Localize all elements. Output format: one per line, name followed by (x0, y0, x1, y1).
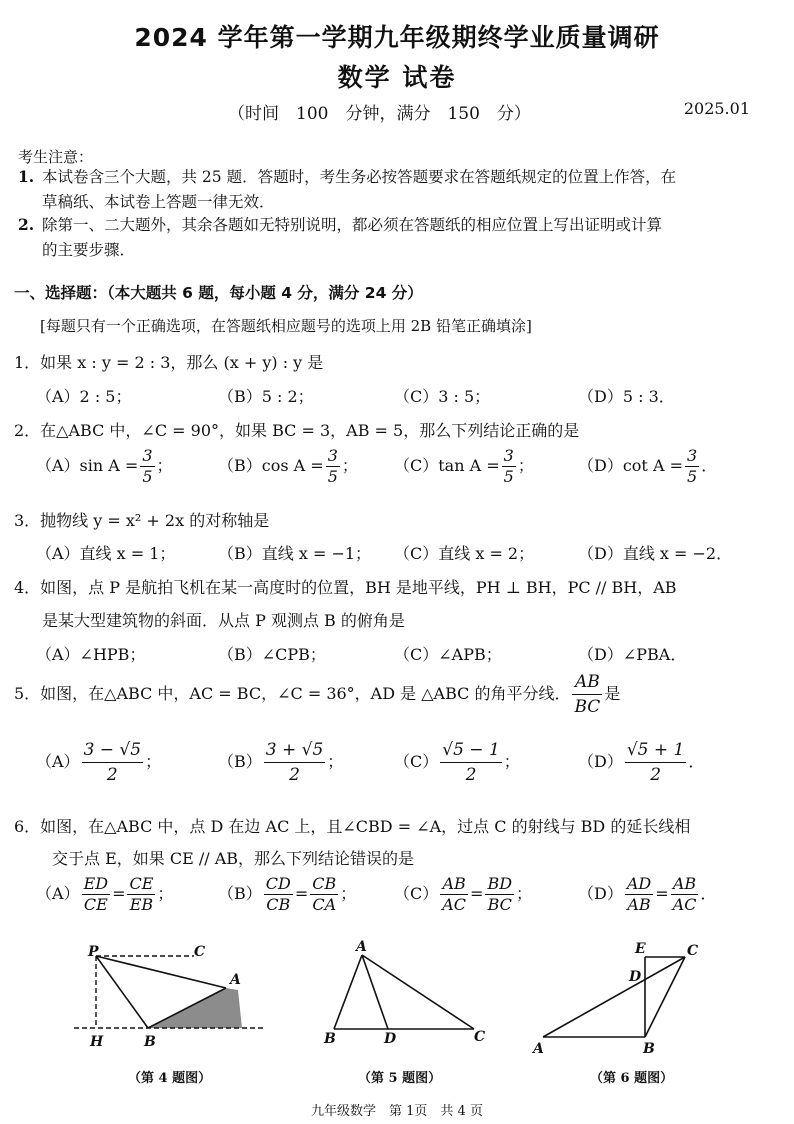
fraction-num: BD (487, 874, 513, 893)
fraction-den: 5 (503, 467, 514, 486)
q6-option-a: （A） $\frac{ED}{CE}$ = $\frac{CE}{EB}$ ； (36, 874, 174, 914)
fraction (82, 738, 144, 787)
q5-option-a (36, 738, 161, 787)
option-suffix: ． (700, 884, 717, 903)
q6-option-d: （D） $\frac{AD}{AB}$ = $\frac{AB}{AC}$ ． (578, 874, 717, 914)
section-note: [每题只有一个正确选项，在答题纸相应题号的选项上用 2B 铅笔正确填涂] (40, 317, 532, 335)
notice-num: 2. (18, 215, 35, 234)
option-prefix: （D） (578, 752, 623, 771)
label-H: H (90, 1034, 104, 1050)
figure-5 (310, 935, 510, 1055)
fraction-den: 2 (650, 765, 662, 785)
fraction (625, 874, 653, 915)
question-1-stem: 1．如果 x : y = 2 : 3，那么 (x + y) : y 是 (14, 353, 324, 372)
fraction-num: 3 + √5 (264, 738, 326, 763)
question-5-text: 5．如图，在△ABC 中，AC = BC，∠C = 36°，AD 是 △ABC 的角平分线． (14, 684, 571, 703)
exam-subtitle: 数学 试卷 (337, 63, 457, 92)
label-A: A (533, 1041, 544, 1055)
fraction (440, 738, 502, 787)
label-D: D (384, 1031, 397, 1047)
line-AD (362, 955, 388, 1029)
fraction (572, 670, 602, 719)
q1-option-d: （D）5 : 3． (578, 387, 675, 406)
line-AB (334, 955, 362, 1029)
page-footer: 九年级数学 第 1页 共 4 页 (311, 1104, 483, 1119)
fraction-den: 5 (327, 467, 338, 486)
q2-option-d (578, 446, 717, 487)
q2-option-c (394, 446, 534, 487)
notice-item-2-cont: 的主要步骤． (42, 241, 136, 259)
figure-4 (60, 940, 280, 1060)
label-D: D (629, 969, 642, 985)
fraction-num: ED (83, 874, 109, 893)
fraction (671, 874, 699, 915)
q3-option-d: （D）直线 x = −2． (578, 544, 733, 563)
q6-option-b: （B） $\frac{CD}{CB}$ = $\frac{CB}{CA}$ ； (218, 874, 357, 914)
fraction-den: CE (83, 895, 108, 914)
option-suffix: ； (145, 752, 162, 771)
label-P: P (88, 944, 99, 960)
fraction-den: EB (129, 895, 154, 914)
fraction-num: 3 (142, 446, 153, 465)
fraction-den: AC (442, 895, 467, 914)
section-title: 一、选择题：（本大题共 6 题，每小题 4 分，满分 24 分） (14, 284, 423, 302)
q4-option-c: （C）∠APB； (394, 645, 502, 664)
question-6-stem-line1: 6．如图，在△ABC 中，点 D 在边 AC 上，且∠CBD = ∠A，过点 C 的射线与 BD 的延长线相 (14, 817, 691, 836)
fraction-den: BC (487, 895, 512, 914)
q4-option-d: （D）∠PBA． (578, 645, 687, 664)
q5-option-c (394, 738, 520, 787)
figure-6 (525, 935, 725, 1055)
fraction (625, 738, 687, 787)
fraction-den: AB (627, 895, 651, 914)
fraction (326, 446, 340, 487)
fraction (310, 874, 338, 915)
fraction-num: √5 − 1 (440, 738, 502, 763)
option-prefix: （A） (36, 884, 80, 903)
fraction-num: CD (265, 874, 291, 893)
fraction-num: CB (312, 874, 337, 893)
q1-option-c: （C）3 : 5； (394, 387, 491, 406)
label-E: E (635, 941, 646, 957)
notice-item-1-cont: 草稿纸、本试卷上答题一律无效． (42, 193, 275, 211)
fraction-num: AB (671, 874, 699, 895)
figure-4-caption: （第 4 题图） (128, 1071, 212, 1086)
notice-item-1 (18, 166, 788, 188)
fraction-den: CB (266, 895, 291, 914)
notice-num: 1. (18, 167, 35, 186)
figure-5-caption: （第 5 题图） (358, 1071, 442, 1086)
notice-text: 除第一、二大题外，其余各题如无特别说明，都必须在答题纸的相应位置上写出证明或计算 (42, 216, 663, 234)
option-suffix: ； (503, 752, 520, 771)
fraction (127, 874, 155, 915)
fraction-den: 2 (465, 765, 477, 785)
option-prefix: （A）sin A = (36, 456, 139, 475)
notice-item-2 (18, 214, 788, 236)
q6-option-c: （C） $\frac{AB}{AC}$ = $\frac{BD}{BC}$ ； (394, 874, 533, 914)
fraction-den: BC (574, 697, 601, 717)
option-suffix: ； (156, 456, 173, 475)
q5-option-b (218, 738, 343, 787)
q3-option-a: （A）直线 x = 1； (36, 544, 176, 563)
question-5-stem (14, 670, 620, 719)
q1-option-b: （B）5 : 2； (218, 387, 314, 406)
fraction-den: 5 (687, 467, 698, 486)
question-6-stem-line2: 交于点 E，如果 CE // AB，那么下列结论错误的是 (52, 849, 415, 868)
fraction-num: AB (572, 670, 602, 695)
label-C: C (194, 944, 206, 960)
fraction-den: 5 (142, 467, 153, 486)
line-AC (362, 955, 474, 1029)
notice-text: 本试卷含三个大题，共 25 题．答题时，考生务必按答题要求在答题纸规定的位置上作答，在 (42, 168, 677, 186)
question-4-stem-line1: 4．如图，点 P 是航拍飞机在某一高度时的位置，BH 是地平线，PH ⊥ BH，PC // BH，AB (14, 578, 677, 597)
question-4-stem-line2: 是某大型建筑物的斜面．从点 P 观测点 B 的俯角是 (42, 611, 405, 630)
fraction-num: 3 − √5 (82, 738, 144, 763)
q3-option-c: （C）直线 x = 2； (394, 544, 535, 563)
fraction (82, 874, 111, 915)
q1-option-a: （A）2 : 5； (36, 387, 132, 406)
option-suffix: ． (688, 752, 705, 771)
label-B: B (643, 1041, 655, 1055)
option-suffix: ； (157, 884, 174, 903)
label-B: B (324, 1031, 336, 1047)
fraction (440, 874, 468, 915)
figure-6-caption: （第 6 题图） (590, 1071, 674, 1086)
label-C: C (687, 943, 699, 959)
fraction (485, 874, 514, 915)
option-suffix: ； (341, 456, 358, 475)
fraction-num: CE (129, 874, 154, 893)
fraction-den: CA (312, 895, 337, 914)
fraction-den: 2 (289, 765, 300, 785)
q3-option-b: （B）直线 x = −1； (218, 544, 372, 563)
fraction (685, 446, 699, 487)
exam-time-score: （时间 100 分钟，满分 150 分） (228, 104, 531, 124)
fraction-den: AC (672, 895, 697, 914)
label-A: A (230, 972, 241, 988)
question-2-stem: 2．在△ABC 中，∠C = 90°，如果 BC = 3，AB = 5，那么下列结论正确的是 (14, 421, 580, 440)
option-prefix: （D）cot A = (578, 456, 683, 475)
option-suffix: ； (340, 884, 357, 903)
q2-option-a (36, 446, 173, 487)
option-suffix: ； (516, 884, 533, 903)
fraction-den: 2 (106, 765, 118, 785)
label-B: B (144, 1034, 156, 1050)
q4-option-b: （B）∠CPB； (218, 645, 326, 664)
fraction (140, 446, 154, 487)
q5-option-d (578, 738, 704, 787)
q2-option-b (218, 446, 358, 487)
question-5-suffix: 是 (604, 684, 621, 703)
label-C: C (474, 1029, 486, 1045)
fraction (502, 446, 516, 487)
fraction-num: AD (626, 874, 652, 893)
notice-heading: 考生注意： (18, 148, 94, 166)
line-AC (543, 957, 685, 1037)
option-prefix: （C）tan A = (394, 456, 500, 475)
fraction-num: 3 (503, 446, 514, 465)
option-prefix: （D） (578, 884, 623, 903)
option-suffix: ； (327, 752, 344, 771)
option-prefix: （B） (218, 752, 262, 771)
fraction-num: 3 (687, 446, 698, 465)
exam-title: 2024 学年第一学期九年级期终学业质量调研 (134, 23, 660, 52)
option-prefix: （A） (36, 752, 80, 771)
option-suffix: ． (701, 456, 718, 475)
exam-date: 2025.01 (683, 99, 750, 118)
question-3-stem: 3．抛物线 y = x² + 2x 的对称轴是 (14, 511, 270, 530)
option-prefix: （C） (394, 884, 439, 903)
fraction-num: 3 (327, 446, 338, 465)
option-prefix: （B）cos A = (218, 456, 324, 475)
q4-option-a: （A）∠HPB； (36, 645, 146, 664)
option-suffix: ； (517, 456, 534, 475)
fraction (264, 874, 293, 915)
fraction-num: √5 + 1 (625, 738, 687, 763)
fraction-num: AB (440, 874, 468, 895)
option-prefix: （B） (218, 884, 262, 903)
option-prefix: （C） (394, 752, 439, 771)
building-slope-shading (148, 988, 242, 1028)
label-A: A (356, 939, 367, 955)
fraction (264, 738, 326, 787)
